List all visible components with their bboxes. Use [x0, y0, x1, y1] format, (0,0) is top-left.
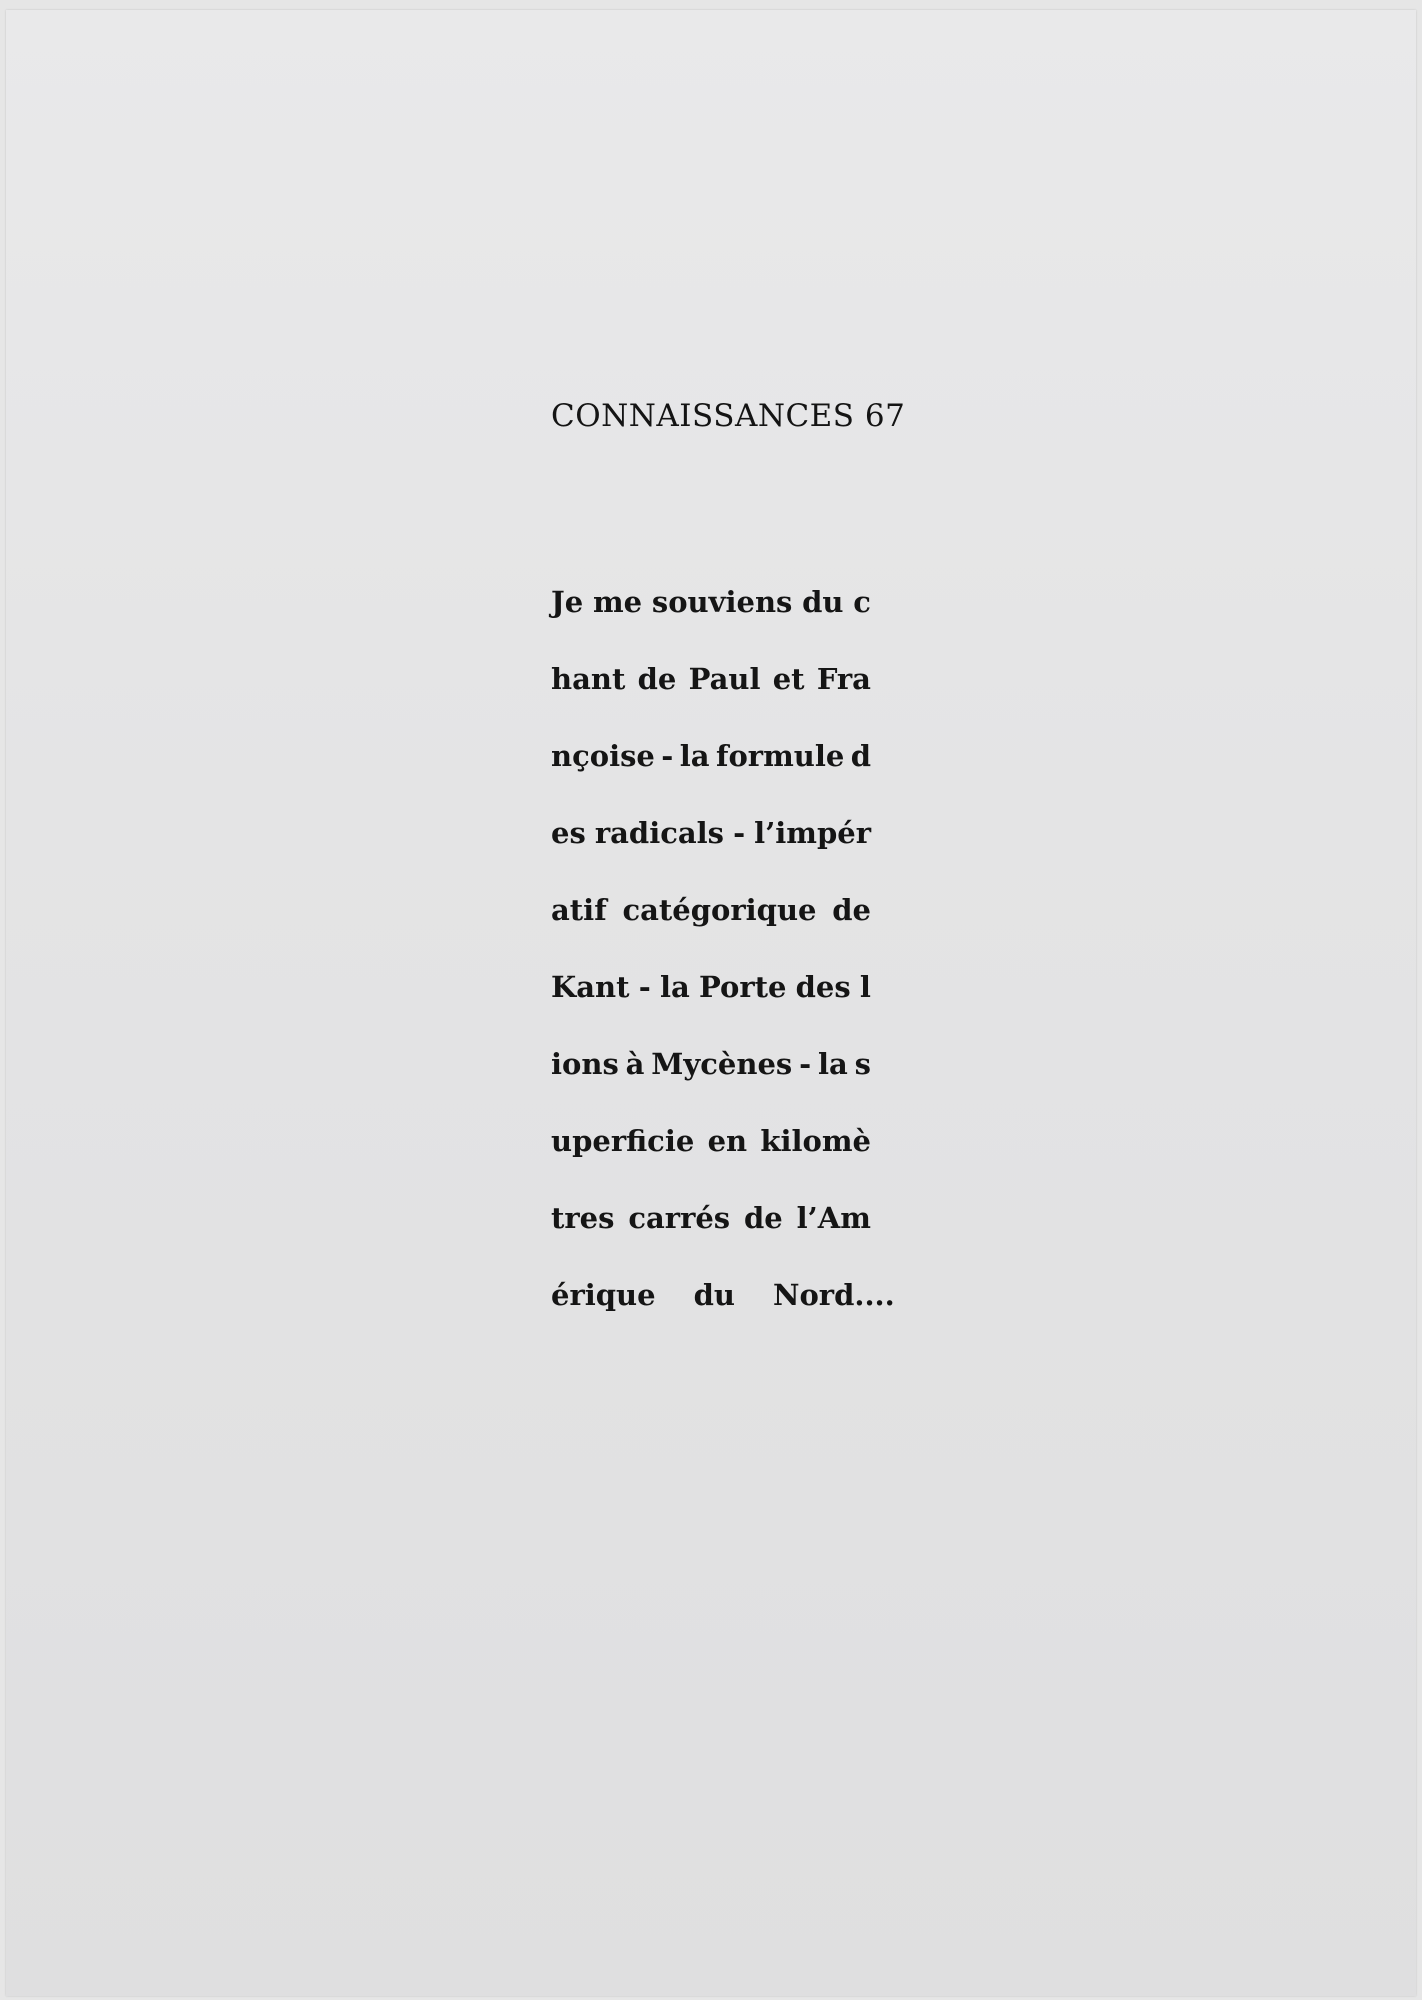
- poem-line: [551, 886, 871, 963]
- word: de: [832, 893, 871, 927]
- poem-line: [551, 1271, 895, 1348]
- poem-line: [551, 655, 871, 732]
- poem-line: [551, 1194, 871, 1271]
- word: Kant: [551, 970, 630, 1004]
- word: radicals: [594, 816, 724, 850]
- word: des: [795, 970, 851, 1004]
- word: Nord....: [772, 1278, 895, 1312]
- word: ions: [551, 1047, 619, 1081]
- word: d: [850, 739, 871, 773]
- word: à: [625, 1047, 645, 1081]
- word: la: [817, 1047, 848, 1081]
- word: Je: [551, 585, 584, 619]
- word: l’Am: [796, 1201, 871, 1235]
- poem-text: [551, 578, 895, 1348]
- word: l’impér: [754, 816, 871, 850]
- word: nçoise: [551, 739, 655, 773]
- word: -: [638, 970, 651, 1004]
- word: de: [744, 1201, 783, 1235]
- word: tres: [551, 1201, 615, 1235]
- word: Fra: [816, 662, 871, 696]
- word: me: [592, 585, 643, 619]
- word: c: [853, 585, 871, 619]
- poem-line: [551, 1117, 871, 1194]
- word: kilomè: [760, 1124, 871, 1158]
- word: souviens: [651, 585, 793, 619]
- word: -: [661, 739, 674, 773]
- word: en: [707, 1124, 748, 1158]
- word: -: [799, 1047, 812, 1081]
- word: de: [637, 662, 677, 696]
- word: uperficie: [551, 1124, 695, 1158]
- word: la: [659, 970, 690, 1004]
- word: formule: [715, 739, 845, 773]
- word: hant: [551, 662, 626, 696]
- word: érique: [551, 1278, 656, 1312]
- word: s: [854, 1047, 871, 1081]
- word: du: [802, 585, 844, 619]
- poem-line: [551, 1040, 871, 1117]
- word: Paul: [688, 662, 761, 696]
- word: Mycènes: [651, 1047, 793, 1081]
- poem-line: [551, 963, 871, 1040]
- word: Porte: [698, 970, 787, 1004]
- word: es: [551, 816, 586, 850]
- word: carrés: [628, 1201, 731, 1235]
- word: atif: [551, 893, 607, 927]
- page-title: CONNAISSANCES 67: [551, 398, 906, 434]
- poem-line: [551, 578, 871, 655]
- word: l: [859, 970, 871, 1004]
- poem-line: [551, 732, 871, 809]
- word: la: [679, 739, 710, 773]
- word: -: [733, 816, 746, 850]
- word: catégorique: [622, 893, 817, 927]
- poem-line: [551, 809, 871, 886]
- word: du: [693, 1278, 735, 1312]
- word: et: [772, 662, 805, 696]
- paper-sheet: [6, 10, 1416, 1996]
